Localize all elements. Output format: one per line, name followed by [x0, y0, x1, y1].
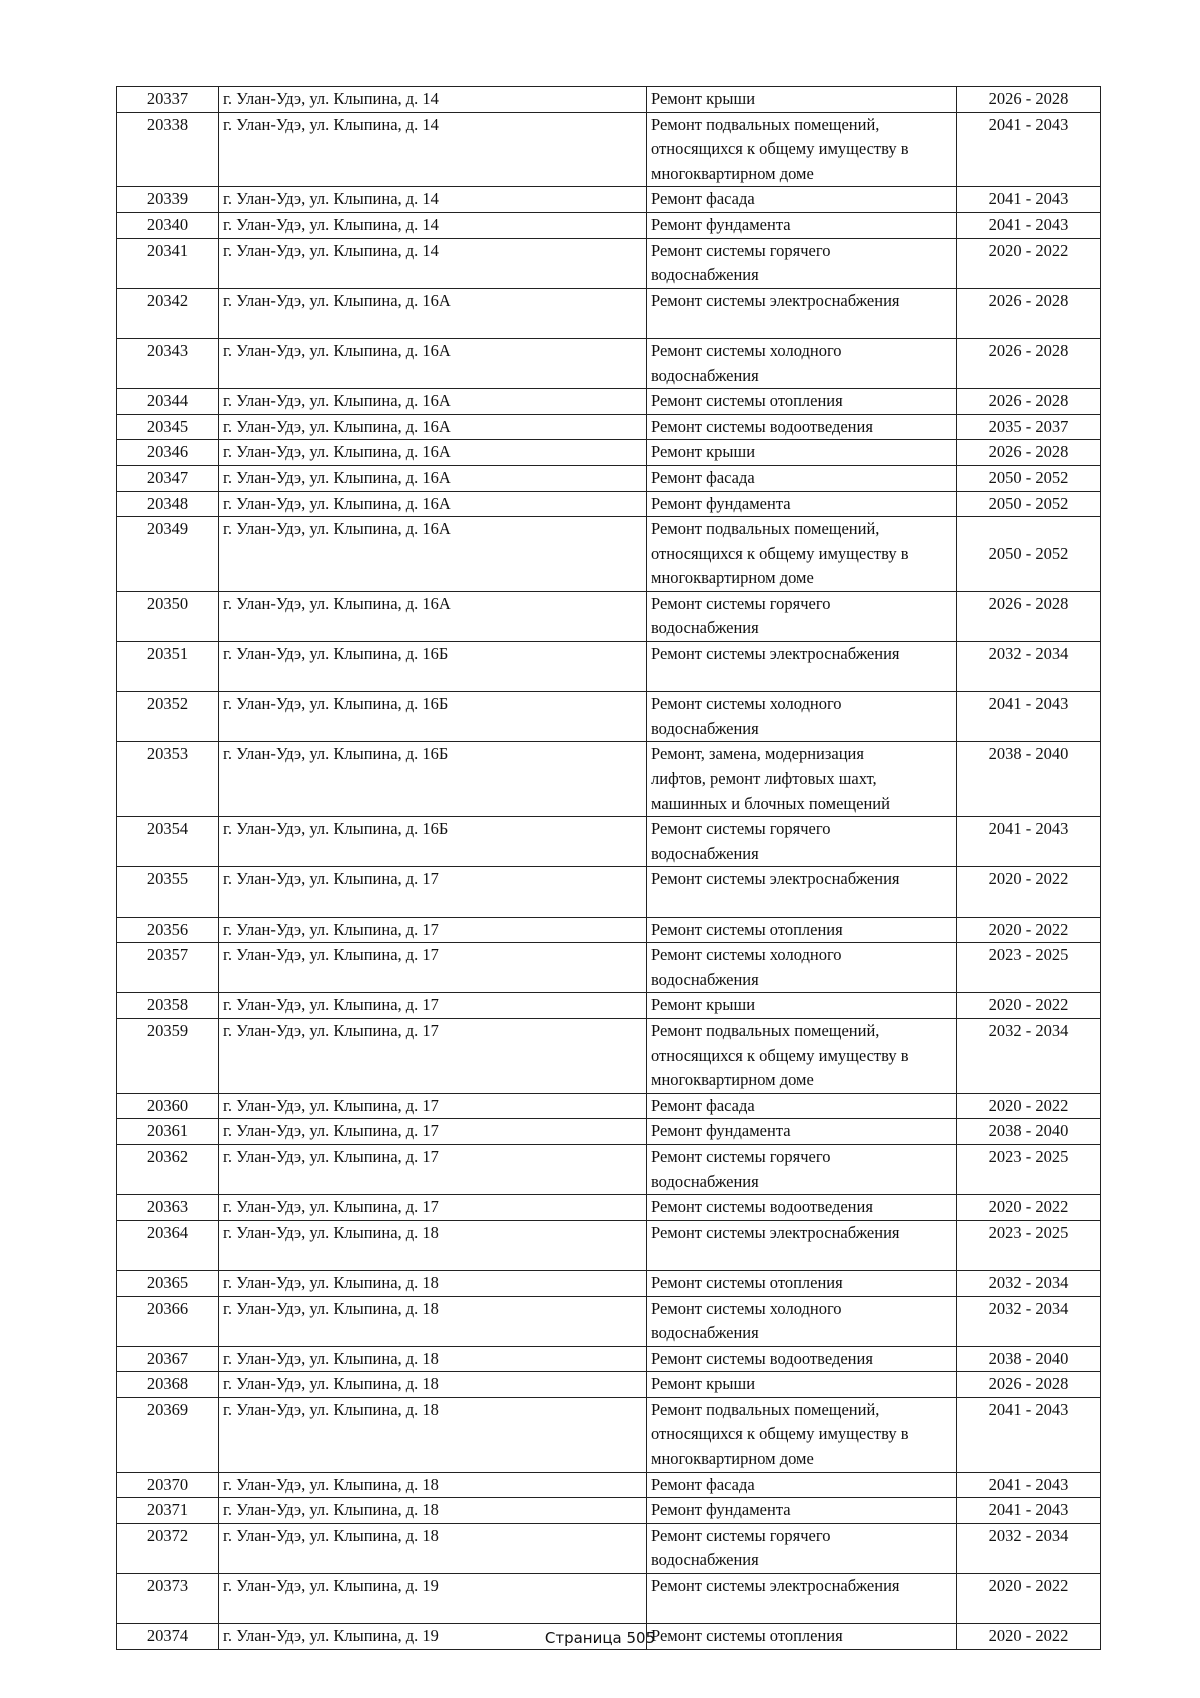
work-type-line: Ремонт подвальных помещений, [651, 1020, 880, 1040]
planned-period-cell: 2023 - 2025 [957, 1220, 1101, 1270]
work-type-line: Ремонт системы холодного [651, 340, 842, 360]
work-type-line: Ремонт подвальных помещений, [651, 519, 880, 539]
record-number: 20373 [117, 1574, 219, 1624]
work-type-line: многоквартирном доме [651, 568, 814, 588]
table-row [117, 465, 1101, 491]
table-row [117, 338, 1101, 388]
table-row [117, 1220, 1101, 1270]
record-number: 20339 [117, 187, 219, 213]
address-cell: г. Улан-Удэ, ул. Клыпина, д. 17 [219, 993, 647, 1019]
work-type-line: Ремонт системы горячего [651, 1146, 831, 1166]
address-cell: г. Улан-Удэ, ул. Клыпина, д. 14 [219, 238, 647, 288]
address-cell: г. Улан-Удэ, ул. Клыпина, д. 18 [219, 1523, 647, 1573]
work-type-line: водоснабжения [651, 843, 759, 863]
table-row [117, 1119, 1101, 1145]
address-cell: г. Улан-Удэ, ул. Клыпина, д. 16Б [219, 692, 647, 742]
address-cell: г. Улан-Удэ, ул. Клыпина, д. 16А [219, 465, 647, 491]
work-type-cell [647, 465, 957, 491]
work-type-line: водоснабжения [651, 618, 759, 638]
work-type-line: Ремонт системы электроснабжения [651, 1222, 900, 1242]
record-number: 20351 [117, 642, 219, 692]
planned-period-cell: 2032 - 2034 [957, 1523, 1101, 1573]
table-row [117, 112, 1101, 187]
work-type-cell [647, 1498, 957, 1524]
work-type-cell [647, 1270, 957, 1296]
work-type-line: Ремонт системы холодного [651, 945, 842, 965]
work-type-line: водоснабжения [651, 718, 759, 738]
record-number: 20364 [117, 1220, 219, 1270]
work-type-line: Ремонт системы электроснабжения [651, 1576, 900, 1596]
table-row [117, 440, 1101, 466]
work-type-line: Ремонт крыши [651, 1374, 756, 1394]
work-type-line: водоснабжения [651, 365, 759, 385]
table-row [117, 1498, 1101, 1524]
planned-period-cell: 2020 - 2022 [957, 993, 1101, 1019]
work-type-cell [647, 414, 957, 440]
address-cell: г. Улан-Удэ, ул. Клыпина, д. 17 [219, 917, 647, 943]
address-cell: г. Улан-Удэ, ул. Клыпина, д. 14 [219, 112, 647, 187]
work-type-cell [647, 1372, 957, 1398]
work-type-line: Ремонт системы горячего [651, 240, 831, 260]
record-number: 20365 [117, 1270, 219, 1296]
work-type-line [651, 892, 952, 917]
table-row [117, 1093, 1101, 1119]
address-cell: г. Улан-Удэ, ул. Клыпина, д. 18 [219, 1220, 647, 1270]
planned-period-cell: 2020 - 2022 [957, 867, 1101, 917]
work-type-cell [647, 591, 957, 641]
work-type-cell [647, 1346, 957, 1372]
work-type-line: Ремонт системы водоотведения [651, 416, 873, 436]
record-number: 20374 [117, 1624, 219, 1650]
work-type-line: Ремонт фасада [651, 467, 755, 487]
work-type-line: Ремонт подвальных помещений, [651, 114, 880, 134]
planned-period-cell: 2035 - 2037 [957, 414, 1101, 440]
table-row [117, 517, 1101, 592]
table-row [117, 692, 1101, 742]
planned-period-cell: 2041 - 2043 [957, 1397, 1101, 1472]
table-row [117, 642, 1101, 692]
work-type-cell [647, 993, 957, 1019]
work-type-line: относящихся к общему имуществу в [651, 543, 909, 563]
planned-period-cell: 2050 - 2052 [957, 465, 1101, 491]
work-type-line: Ремонт фундамента [651, 1121, 791, 1141]
record-number: 20361 [117, 1119, 219, 1145]
work-type-line: Ремонт системы отопления [651, 919, 843, 939]
record-number: 20360 [117, 1093, 219, 1119]
work-type-line: Ремонт крыши [651, 89, 756, 108]
work-type-line: многоквартирном доме [651, 163, 814, 183]
work-type-line: водоснабжения [651, 1323, 759, 1343]
work-type-line: Ремонт фундамента [651, 493, 791, 513]
work-type-line: многоквартирном доме [651, 1449, 814, 1469]
table-row [117, 867, 1101, 917]
work-type-line: Ремонт системы горячего [651, 593, 831, 613]
planned-period-cell: 2026 - 2028 [957, 1372, 1101, 1398]
planned-period-cell: 2050 - 2052 [957, 491, 1101, 517]
record-number: 20355 [117, 867, 219, 917]
work-type-cell [647, 517, 957, 592]
address-cell: г. Улан-Удэ, ул. Клыпина, д. 18 [219, 1498, 647, 1524]
work-type-line: Ремонт крыши [651, 442, 756, 462]
table-row [117, 1195, 1101, 1221]
address-cell: г. Улан-Удэ, ул. Клыпина, д. 18 [219, 1296, 647, 1346]
work-type-cell [647, 87, 957, 113]
record-number: 20346 [117, 440, 219, 466]
work-type-cell [647, 817, 957, 867]
work-type-line [651, 1599, 952, 1624]
work-type-line: Ремонт фасада [651, 1474, 755, 1494]
record-number: 20363 [117, 1195, 219, 1221]
address-cell: г. Улан-Удэ, ул. Клыпина, д. 17 [219, 1195, 647, 1221]
record-number: 20350 [117, 591, 219, 641]
address-cell: г. Улан-Удэ, ул. Клыпина, д. 16Б [219, 742, 647, 817]
address-cell: г. Улан-Удэ, ул. Клыпина, д. 16А [219, 389, 647, 415]
work-type-line: водоснабжения [651, 969, 759, 989]
work-type-line: Ремонт системы электроснабжения [651, 644, 900, 664]
address-cell: г. Улан-Удэ, ул. Клыпина, д. 18 [219, 1346, 647, 1372]
work-type-cell [647, 440, 957, 466]
record-number: 20368 [117, 1372, 219, 1398]
record-number: 20342 [117, 288, 219, 338]
work-type-cell [647, 943, 957, 993]
work-type-line [651, 313, 952, 338]
work-type-line: Ремонт системы холодного [651, 1298, 842, 1318]
planned-period-cell: 2032 - 2034 [957, 1296, 1101, 1346]
planned-period-cell: 2050 - 2052 [957, 517, 1101, 592]
planned-period-cell: 2023 - 2025 [957, 1144, 1101, 1194]
address-cell: г. Улан-Удэ, ул. Клыпина, д. 17 [219, 943, 647, 993]
table-row [117, 87, 1101, 113]
record-number: 20347 [117, 465, 219, 491]
record-number: 20362 [117, 1144, 219, 1194]
work-type-cell [647, 1195, 957, 1221]
planned-period-cell: 2032 - 2034 [957, 1270, 1101, 1296]
table-row [117, 414, 1101, 440]
table-row [117, 187, 1101, 213]
work-type-line: Ремонт системы водоотведения [651, 1197, 873, 1217]
work-type-cell [647, 491, 957, 517]
planned-period-cell: 2041 - 2043 [957, 212, 1101, 238]
planned-period-cell: 2020 - 2022 [957, 1624, 1101, 1650]
address-cell: г. Улан-Удэ, ул. Клыпина, д. 16А [219, 440, 647, 466]
planned-period-cell: 2041 - 2043 [957, 1498, 1101, 1524]
planned-period-cell: 2020 - 2022 [957, 917, 1101, 943]
planned-period-cell: 2026 - 2028 [957, 591, 1101, 641]
address-cell: г. Улан-Удэ, ул. Клыпина, д. 18 [219, 1270, 647, 1296]
work-type-line: Ремонт фасада [651, 189, 755, 209]
work-type-line: относящихся к общему имуществу в [651, 1424, 909, 1444]
work-type-line: Ремонт фундамента [651, 1500, 791, 1520]
record-number: 20369 [117, 1397, 219, 1472]
planned-period-cell: 2026 - 2028 [957, 288, 1101, 338]
record-number: 20359 [117, 1018, 219, 1093]
record-number: 20357 [117, 943, 219, 993]
planned-period-cell: 2041 - 2043 [957, 817, 1101, 867]
address-cell: г. Улан-Удэ, ул. Клыпина, д. 18 [219, 1472, 647, 1498]
address-cell: г. Улан-Удэ, ул. Клыпина, д. 18 [219, 1397, 647, 1472]
work-type-cell [647, 1220, 957, 1270]
work-type-line: Ремонт крыши [651, 995, 756, 1015]
work-type-line: Ремонт системы отопления [651, 391, 843, 411]
work-type-line: Ремонт системы горячего [651, 819, 831, 839]
address-cell: г. Улан-Удэ, ул. Клыпина, д. 17 [219, 867, 647, 917]
table-row [117, 591, 1101, 641]
record-number: 20349 [117, 517, 219, 592]
table-row [117, 917, 1101, 943]
table-row [117, 212, 1101, 238]
works-table [116, 86, 1101, 1650]
table-row [117, 943, 1101, 993]
planned-period-cell: 2023 - 2025 [957, 943, 1101, 993]
address-cell: г. Улан-Удэ, ул. Клыпина, д. 16А [219, 517, 647, 592]
table-row [117, 742, 1101, 817]
planned-period-cell: 2026 - 2028 [957, 389, 1101, 415]
address-cell: г. Улан-Удэ, ул. Клыпина, д. 16Б [219, 642, 647, 692]
planned-period-cell: 2041 - 2043 [957, 187, 1101, 213]
work-type-cell [647, 1397, 957, 1472]
record-number: 20353 [117, 742, 219, 817]
work-type-cell [647, 1472, 957, 1498]
table-row [117, 238, 1101, 288]
table-row [117, 288, 1101, 338]
address-cell: г. Улан-Удэ, ул. Клыпина, д. 16А [219, 414, 647, 440]
table-row [117, 1397, 1101, 1472]
work-type-line: лифтов, ремонт лифтовых шахт, [651, 769, 877, 789]
address-cell: г. Улан-Удэ, ул. Клыпина, д. 16А [219, 491, 647, 517]
record-number: 20371 [117, 1498, 219, 1524]
works-table-body [117, 87, 1101, 1650]
work-type-line: Ремонт системы горячего [651, 1525, 831, 1545]
record-number: 20340 [117, 212, 219, 238]
address-cell: г. Улан-Удэ, ул. Клыпина, д. 14 [219, 87, 647, 113]
work-type-line: водоснабжения [651, 1171, 759, 1191]
work-type-line: Ремонт системы водоотведения [651, 1348, 873, 1368]
work-type-line: Ремонт системы электроснабжения [651, 869, 900, 889]
address-cell: г. Улан-Удэ, ул. Клыпина, д. 16А [219, 591, 647, 641]
address-cell: г. Улан-Удэ, ул. Клыпина, д. 17 [219, 1144, 647, 1194]
planned-period-cell: 2038 - 2040 [957, 1119, 1101, 1145]
table-row [117, 1574, 1101, 1624]
planned-period-cell: 2026 - 2028 [957, 440, 1101, 466]
work-type-line: машинных и блочных помещений [651, 793, 890, 813]
work-type-line: Ремонт фасада [651, 1095, 755, 1115]
table-row [117, 1018, 1101, 1093]
record-number: 20343 [117, 338, 219, 388]
work-type-cell [647, 1093, 957, 1119]
address-cell: г. Улан-Удэ, ул. Клыпина, д. 18 [219, 1372, 647, 1398]
table-row [117, 1270, 1101, 1296]
address-cell: г. Улан-Удэ, ул. Клыпина, д. 16Б [219, 817, 647, 867]
work-type-cell [647, 1144, 957, 1194]
record-number: 20354 [117, 817, 219, 867]
planned-period-cell: 2026 - 2028 [957, 87, 1101, 113]
work-type-line: многоквартирном доме [651, 1070, 814, 1090]
planned-period-cell: 2041 - 2043 [957, 1472, 1101, 1498]
work-type-line: Ремонт, замена, модернизация [651, 744, 864, 764]
address-cell: г. Улан-Удэ, ул. Клыпина, д. 17 [219, 1093, 647, 1119]
work-type-cell [647, 212, 957, 238]
work-type-cell [647, 187, 957, 213]
record-number: 20345 [117, 414, 219, 440]
planned-period-cell: 2038 - 2040 [957, 742, 1101, 817]
table-row [117, 993, 1101, 1019]
work-type-line: относящихся к общему имуществу в [651, 139, 909, 159]
table-row [117, 389, 1101, 415]
table-row [117, 1523, 1101, 1573]
work-type-cell [647, 288, 957, 338]
work-type-cell [647, 742, 957, 817]
address-cell: г. Улан-Удэ, ул. Клыпина, д. 19 [219, 1574, 647, 1624]
table-row [117, 817, 1101, 867]
record-number: 20338 [117, 112, 219, 187]
work-type-cell [647, 389, 957, 415]
record-number: 20358 [117, 993, 219, 1019]
record-number: 20341 [117, 238, 219, 288]
record-number: 20367 [117, 1346, 219, 1372]
planned-period-cell: 2032 - 2034 [957, 1018, 1101, 1093]
work-type-cell [647, 1523, 957, 1573]
record-number: 20344 [117, 389, 219, 415]
work-type-line [651, 667, 952, 692]
work-type-cell [647, 1296, 957, 1346]
work-type-cell [647, 917, 957, 943]
address-cell: г. Улан-Удэ, ул. Клыпина, д. 16А [219, 288, 647, 338]
planned-period-cell: 2041 - 2043 [957, 692, 1101, 742]
planned-period-cell: 2020 - 2022 [957, 1093, 1101, 1119]
work-type-line: относящихся к общему имуществу в [651, 1045, 909, 1065]
address-cell: г. Улан-Удэ, ул. Клыпина, д. 17 [219, 1119, 647, 1145]
work-type-cell [647, 112, 957, 187]
work-type-line: Ремонт системы электроснабжения [651, 290, 900, 310]
table-row [117, 1296, 1101, 1346]
work-type-cell [647, 642, 957, 692]
table-row [117, 1472, 1101, 1498]
address-cell: г. Улан-Удэ, ул. Клыпина, д. 17 [219, 1018, 647, 1093]
table-row [117, 1346, 1101, 1372]
work-type-cell [647, 238, 957, 288]
table-row [117, 1144, 1101, 1194]
planned-period-cell: 2032 - 2034 [957, 642, 1101, 692]
planned-period-cell: 2020 - 2022 [957, 238, 1101, 288]
planned-period-cell: 2026 - 2028 [957, 338, 1101, 388]
work-type-line: Ремонт подвальных помещений, [651, 1399, 880, 1419]
work-type-line: водоснабжения [651, 1550, 759, 1570]
planned-period-cell: 2038 - 2040 [957, 1346, 1101, 1372]
record-number: 20337 [117, 87, 219, 113]
work-type-line: Ремонт фундамента [651, 214, 791, 234]
work-type-line: Ремонт системы отопления [651, 1626, 843, 1646]
work-type-line [651, 1245, 952, 1270]
record-number: 20366 [117, 1296, 219, 1346]
work-type-line: Ремонт системы холодного [651, 694, 842, 714]
record-number: 20352 [117, 692, 219, 742]
work-type-line: Ремонт системы отопления [651, 1272, 843, 1292]
record-number: 20348 [117, 491, 219, 517]
page-number: Страница 505 [544, 1629, 656, 1647]
record-number: 20370 [117, 1472, 219, 1498]
work-type-cell [647, 1018, 957, 1093]
table-row [117, 491, 1101, 517]
work-type-cell [647, 1119, 957, 1145]
work-type-cell [647, 692, 957, 742]
record-number: 20356 [117, 917, 219, 943]
work-type-cell [647, 1574, 957, 1624]
address-cell: г. Улан-Удэ, ул. Клыпина, д. 19 [219, 1624, 647, 1650]
table-row [117, 1372, 1101, 1398]
planned-period-cell: 2041 - 2043 [957, 112, 1101, 187]
planned-period-cell: 2020 - 2022 [957, 1195, 1101, 1221]
address-cell: г. Улан-Удэ, ул. Клыпина, д. 14 [219, 212, 647, 238]
work-type-cell [647, 867, 957, 917]
address-cell: г. Улан-Удэ, ул. Клыпина, д. 14 [219, 187, 647, 213]
work-type-cell [647, 338, 957, 388]
address-cell: г. Улан-Удэ, ул. Клыпина, д. 16А [219, 338, 647, 388]
record-number: 20372 [117, 1523, 219, 1573]
planned-period-cell: 2020 - 2022 [957, 1574, 1101, 1624]
work-type-line: водоснабжения [651, 265, 759, 285]
